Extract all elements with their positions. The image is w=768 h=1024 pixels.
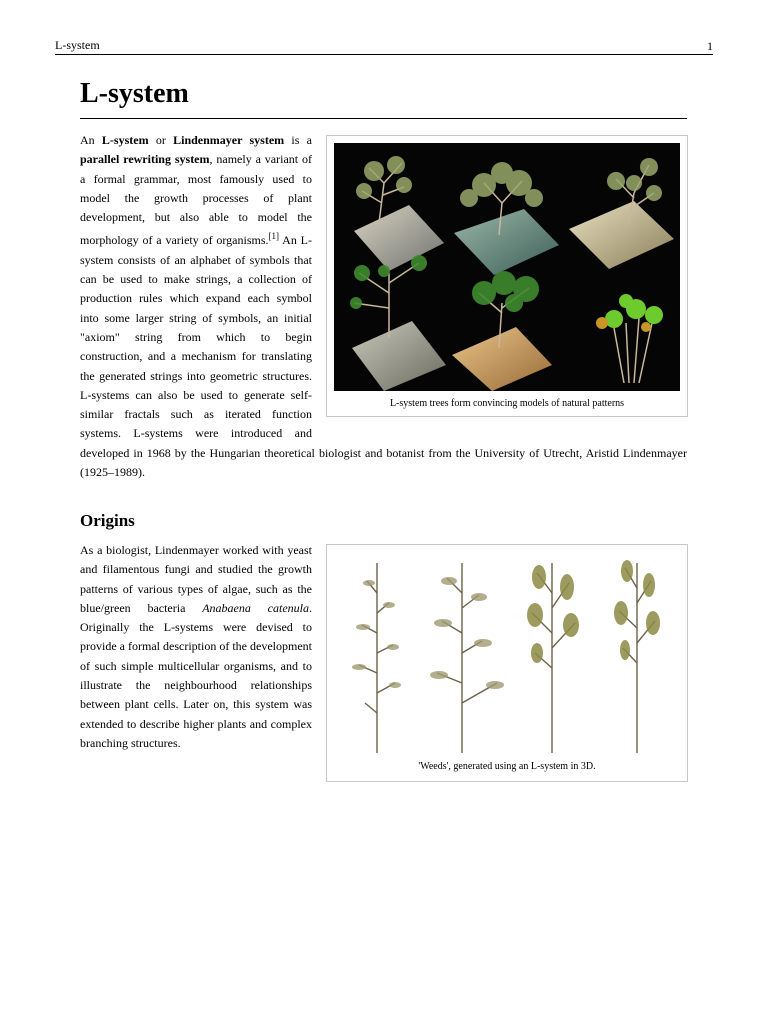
link-l-system[interactable]: L-system bbox=[101, 133, 149, 147]
page-number: 1 bbox=[707, 39, 713, 53]
article-title: L-system bbox=[80, 78, 687, 119]
reference-1[interactable]: [1] bbox=[268, 231, 280, 242]
running-title: L-system bbox=[55, 38, 100, 52]
lsystem-trees-image bbox=[334, 143, 680, 391]
intro-text-5: An L-system consists of an alphabet of symbols that can be used to make strings, a collection of production rules which expand each symbol into some larger string of symbols, an initial "axiom" string from which to begin construction, and a mechanism for translating the generated strings into geometric structures. L-systems can also be used to generate self-similar fractals such as iterated function systems. L-systems were introduced and developed in 1968 by the Hungarian theoretical biologist and botanist from the University of Utrecht, Aristid Lindenmayer (1925–1989). bbox=[80, 233, 687, 480]
weeds-image bbox=[337, 553, 677, 759]
figure-caption: 'Weeds', generated using an L-system in 3D. bbox=[418, 761, 596, 772]
intro-text-1: An bbox=[80, 133, 102, 147]
link-lindenmayer-system[interactable]: Lindenmayer system bbox=[173, 133, 285, 147]
page-header bbox=[55, 38, 713, 55]
origins-species: Anabaena catenula bbox=[202, 600, 309, 615]
intro-text-3: is a bbox=[284, 133, 312, 147]
origins-paragraph bbox=[80, 541, 312, 753]
figure-caption: L-system trees form convincing models of natural patterns bbox=[389, 398, 625, 409]
intro-text-2: or bbox=[148, 133, 174, 147]
figure-lsystem-trees bbox=[326, 135, 688, 417]
origins-text-2: . Originally the L-systems were devised to provide a formal description of the development of such simple multicellular organisms, and to illustrate the neighbourhood relationships between plant cells. Later on, this system was extended to describe higher plants and complex branching structures. bbox=[80, 600, 312, 750]
link-parallel-rewriting-system[interactable]: parallel rewriting system bbox=[80, 152, 210, 167]
origins-text-1: As a biologist, Lindenmayer worked with yeast and filamentous fungi and studied the growth patterns of various types of algae, such as the blue/green bacteria bbox=[80, 543, 312, 615]
section-heading-origins: Origins bbox=[80, 511, 135, 530]
intro-text-4: , namely a variant of a formal grammar, most famously used to model the growth processes of plant development, but also able to model the morphology of a variety of organisms. bbox=[80, 152, 312, 248]
figure-weeds bbox=[326, 544, 688, 782]
